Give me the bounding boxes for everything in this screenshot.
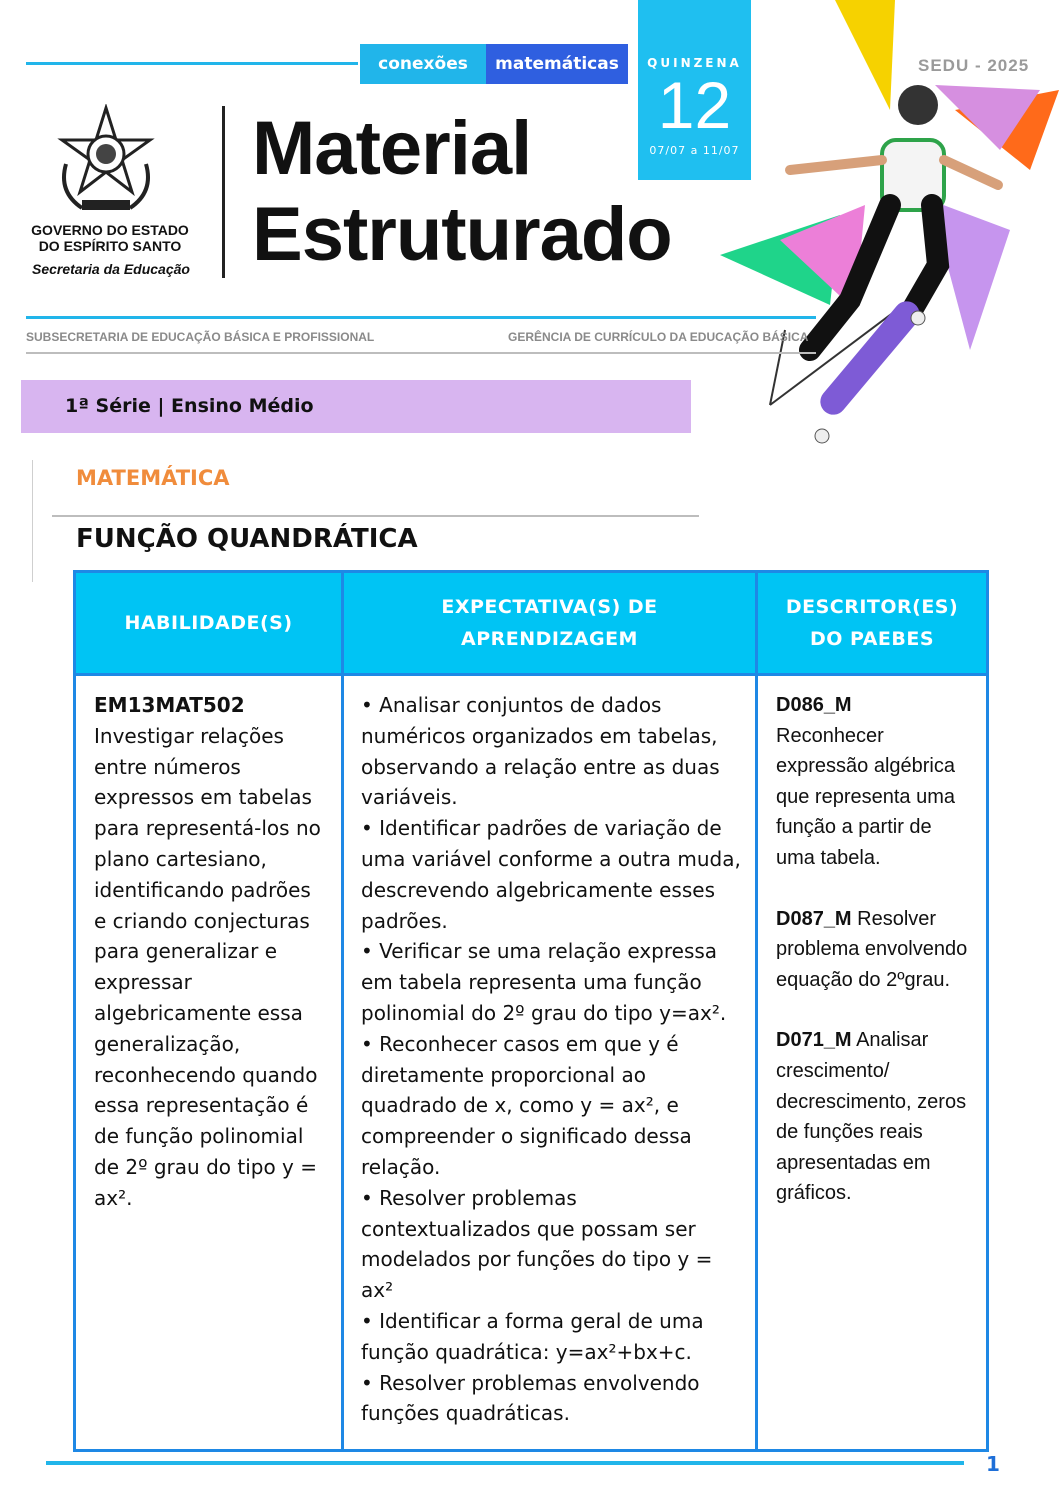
subheader-right: GERÊNCIA DE CURRÍCULO DA EDUCAÇÃO BÁSICA — [508, 330, 809, 344]
header-habilidades: HABILIDADE(S) — [75, 572, 343, 675]
header-descritores: DESCRITOR(ES) DO PAEBES — [757, 572, 988, 675]
skater-illustration — [700, 0, 1059, 460]
expectativa-item: • Reconhecer casos em que y é diretamente proporcional ao quadrado de x, como y = ax², e compreender o significado dessa relação. — [361, 1031, 692, 1179]
descritores-cell — [757, 675, 988, 1451]
gov-line-1: GOVERNO DO ESTADO — [31, 222, 189, 238]
quinzena-label: QUINZENA — [647, 56, 742, 70]
descritor-code: D071_M — [776, 1029, 852, 1052]
subheader-line-top — [26, 316, 816, 319]
coat-of-arms-icon — [52, 104, 160, 216]
descritor-item — [776, 690, 970, 874]
gov-line-2: DO ESPÍRITO SANTO — [38, 238, 182, 254]
ruler-decoration — [32, 460, 33, 582]
title-line-2: Estruturado — [252, 192, 672, 277]
descritor-text: Resolver problema envolvendo equação do 2ºgrau. — [776, 907, 968, 991]
serie-bar — [21, 380, 691, 433]
expectativa-item: • Identificar padrões de variação de uma variável conforme a outra muda, descrevendo algebricamente esses padrões. — [361, 816, 741, 933]
expectativa-item: • Verificar se uma relação expressa em tabela representa uma função polinomial do 2º grau do tipo y=ax². — [361, 939, 727, 1025]
gov-line-3: Secretaria da Educação — [32, 261, 190, 277]
habilidade-cell — [75, 675, 343, 1451]
curriculum-table — [73, 570, 989, 1452]
tag-conexoes: conexões — [360, 44, 486, 84]
expectativa-item: • Analisar conjuntos de dados numéricos organizados em tabelas, observando a relação entre as duas variáveis. — [361, 693, 720, 810]
quinzena-dates: 07/07 a 11/07 — [649, 144, 740, 157]
table-header-row — [75, 572, 988, 675]
quinzena-number: 12 — [657, 68, 732, 142]
title-line-1: Material — [252, 106, 532, 191]
descritor-item — [776, 904, 970, 996]
expectativa-item: • Resolver problemas envolvendo funções quadráticas. — [361, 1370, 700, 1426]
subject-divider — [52, 515, 699, 517]
header-top-line — [26, 62, 358, 65]
subheader-left: SUBSECRETARIA DE EDUCAÇÃO BÁSICA E PROFISSIONAL — [26, 330, 375, 344]
habilidade-code: EM13MAT502 — [94, 693, 245, 717]
expectativas-cell — [343, 675, 757, 1451]
tag-matematicas: matemáticas — [486, 44, 628, 84]
subheader-line-bottom — [26, 352, 816, 354]
expectativa-item: • Resolver problemas contextualizados que possam ser modelados por funções do tipo y = ax² — [361, 1185, 713, 1303]
descritor-text: Reconhecer expressão algébrica que representa uma função a partir de uma tabela. — [776, 724, 956, 869]
table-row — [75, 675, 988, 1451]
serie-label: 1ª Série | Ensino Médio — [65, 395, 314, 417]
topic-title: FUNÇÃO QUANDRÁTICA — [76, 524, 418, 554]
descritor-code: D086_M — [776, 694, 852, 716]
header-divider — [222, 106, 225, 278]
descritor-item — [776, 1025, 970, 1209]
descritor-code: D087_M — [776, 907, 852, 930]
footer-line — [46, 1461, 964, 1465]
sedu-year: SEDU - 2025 — [918, 56, 1030, 75]
header-expectativas: EXPECTATIVA(S) DE APRENDIZAGEM — [343, 572, 757, 675]
page-number: 1 — [986, 1452, 1000, 1476]
expectativa-item: • Identificar a forma geral de uma função quadrática: y=ax²+bx+c. — [361, 1308, 704, 1364]
descritor-text: Analisar crescimento/ decrescimento, zeros de funções reais apresentadas em gráficos. — [776, 1029, 967, 1205]
habilidade-text: Investigar relações entre números expressos em tabelas para representá-los no plano cartesiano, identificando padrões e criando conjecturas para generalizar e expressar algebricamente essa generalização, reconhecendo quando essa representação é de função polinomial de 2º grau do tipo y = ax². — [94, 723, 321, 1210]
subject-label: MATEMÁTICA — [76, 466, 230, 490]
